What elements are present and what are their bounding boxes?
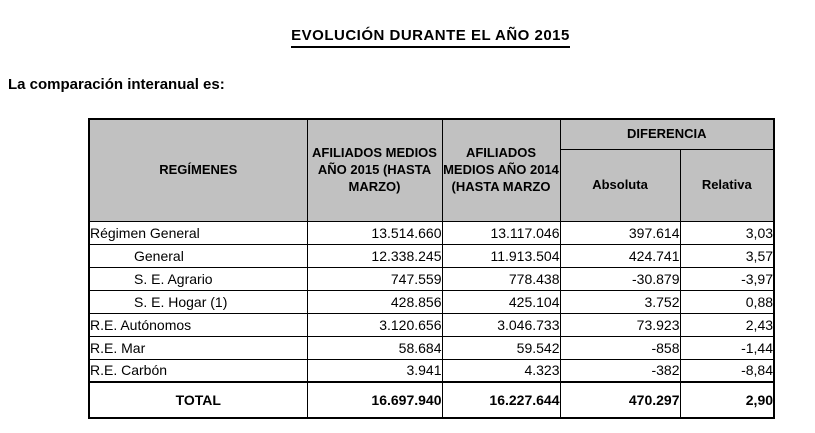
- cell-diferencia-absoluta: 424.741: [560, 244, 680, 267]
- cell-diferencia-relativa: 2,43: [680, 313, 774, 336]
- cell-afiliados-2014: 4.323: [442, 359, 560, 382]
- cell-afiliados-2015: 747.559: [307, 267, 442, 290]
- header-absoluta: Absoluta: [560, 149, 680, 221]
- table-row: [89, 267, 774, 290]
- cell-afiliados-2014: 59.542: [442, 336, 560, 359]
- total-row: [89, 382, 774, 418]
- cell-afiliados-2015: 3.120.656: [307, 313, 442, 336]
- table-row: [89, 244, 774, 267]
- total-label: TOTAL: [89, 382, 307, 418]
- total-diferencia-relativa: 2,90: [680, 382, 774, 418]
- cell-diferencia-relativa: -1,44: [680, 336, 774, 359]
- cell-diferencia-relativa: 3,57: [680, 244, 774, 267]
- cell-diferencia-absoluta: -858: [560, 336, 680, 359]
- cell-afiliados-2015: 428.856: [307, 290, 442, 313]
- total-afiliados-2015: 16.697.940: [307, 382, 442, 418]
- cell-afiliados-2015: 3.941: [307, 359, 442, 382]
- cell-regimen: General: [89, 244, 307, 267]
- cell-afiliados-2015: 13.514.660: [307, 221, 442, 244]
- cell-afiliados-2015: 58.684: [307, 336, 442, 359]
- table-row: [89, 221, 774, 244]
- table-row: [89, 313, 774, 336]
- cell-afiliados-2014: 3.046.733: [442, 313, 560, 336]
- table-row: [89, 290, 774, 313]
- table-row: [89, 359, 774, 382]
- cell-diferencia-relativa: 3,03: [680, 221, 774, 244]
- header-diferencia: DIFERENCIA: [560, 119, 774, 149]
- cell-afiliados-2014: 425.104: [442, 290, 560, 313]
- header-row-1: [89, 119, 774, 149]
- intro-text: La comparación interanual es:: [8, 76, 225, 93]
- cell-regimen: R.E. Carbón: [89, 359, 307, 382]
- header-relativa: Relativa: [680, 149, 774, 221]
- cell-diferencia-absoluta: 3.752: [560, 290, 680, 313]
- total-diferencia-absoluta: 470.297: [560, 382, 680, 418]
- header-afiliados-2014: AFILIADOS MEDIOS AÑO 2014 (HASTA MARZO: [442, 119, 560, 221]
- cell-regimen: Régimen General: [89, 221, 307, 244]
- header-afiliados-2015: AFILIADOS MEDIOS AÑO 2015 (HASTA MARZO): [307, 119, 442, 221]
- cell-diferencia-absoluta: 73.923: [560, 313, 680, 336]
- cell-regimen: S. E. Hogar (1): [89, 290, 307, 313]
- cell-diferencia-relativa: -8,84: [680, 359, 774, 382]
- cell-afiliados-2015: 12.338.245: [307, 244, 442, 267]
- table-footer: [89, 382, 774, 418]
- affiliation-table: [88, 118, 775, 419]
- cell-regimen: R.E. Mar: [89, 336, 307, 359]
- page-title: EVOLUCIÓN DURANTE EL AÑO 2015: [291, 27, 570, 48]
- cell-diferencia-relativa: -3,97: [680, 267, 774, 290]
- cell-regimen: R.E. Autónomos: [89, 313, 307, 336]
- total-afiliados-2014: 16.227.644: [442, 382, 560, 418]
- cell-diferencia-absoluta: -30.879: [560, 267, 680, 290]
- header-regimenes: REGÍMENES: [89, 119, 307, 221]
- cell-afiliados-2014: 778.438: [442, 267, 560, 290]
- cell-diferencia-absoluta: -382: [560, 359, 680, 382]
- cell-afiliados-2014: 11.913.504: [442, 244, 560, 267]
- cell-regimen: S. E. Agrario: [89, 267, 307, 290]
- cell-diferencia-absoluta: 397.614: [560, 221, 680, 244]
- table-row: [89, 336, 774, 359]
- cell-diferencia-relativa: 0,88: [680, 290, 774, 313]
- title-container: [88, 27, 773, 48]
- cell-afiliados-2014: 13.117.046: [442, 221, 560, 244]
- table-header: [89, 119, 774, 221]
- table-body: [89, 221, 774, 382]
